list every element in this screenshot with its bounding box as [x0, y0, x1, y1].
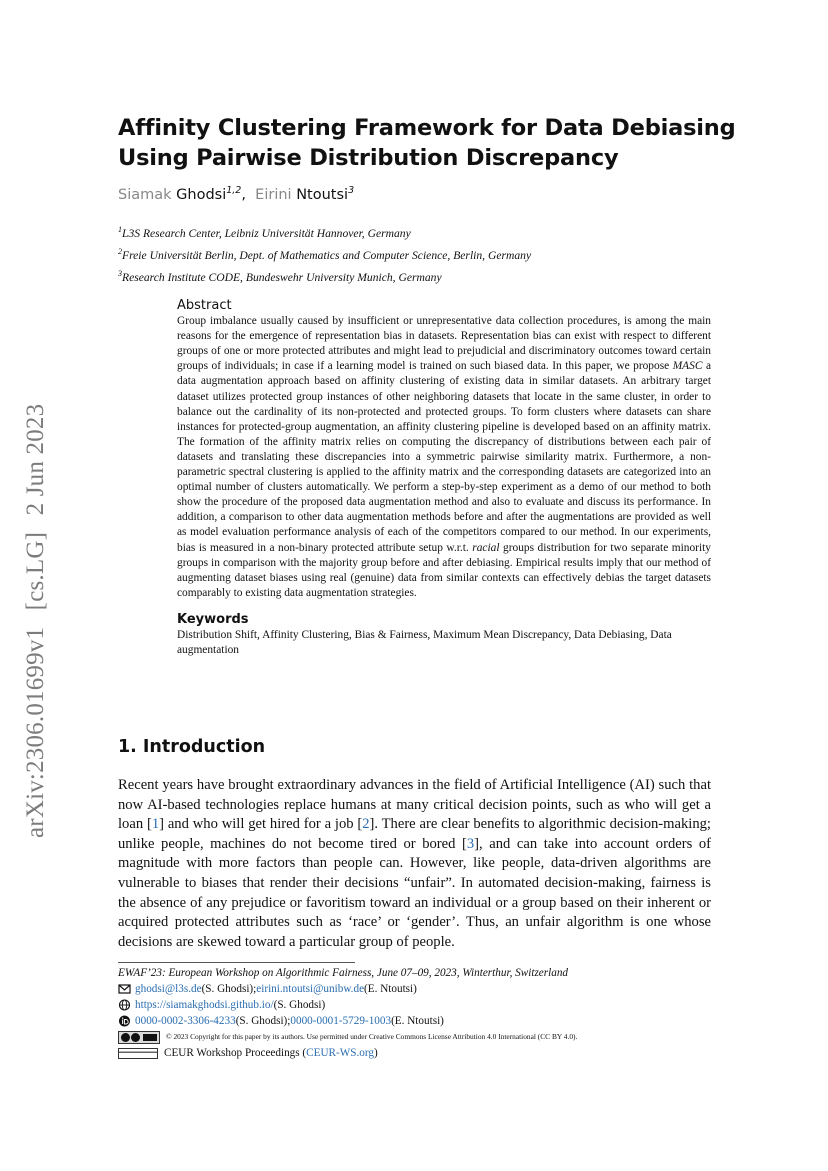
ceur-link[interactable]: CEUR-WS.org	[306, 1047, 375, 1059]
introduction-paragraph	[118, 776, 711, 952]
footnotes	[118, 965, 718, 1061]
affiliations	[118, 221, 718, 287]
affiliation-mark: 2	[118, 246, 122, 256]
website-link[interactable]: https://siamakghodsi.github.io/	[135, 999, 274, 1011]
keywords-heading: Keywords	[177, 611, 249, 627]
globe-icon	[118, 999, 131, 1011]
author-list: Siamak Ghodsi$^{1,2}$, Eirini Ntoutsi$^3$	[118, 185, 355, 203]
affiliation-item	[118, 243, 718, 265]
abstract-text-part: groups distribution for two separate minority groups in comparison with the majority group before and after debiasing. Empirical results imply that our method of augmenting dataset biases using real (genuine) data from similar contexts can effectively debias the target datasets comparably to existing data augmentation strategies.	[177, 541, 712, 599]
affiliation-mark: 1	[118, 225, 122, 234]
affiliation-item	[118, 265, 718, 287]
arxiv-date: 2 Jun 2023	[22, 403, 49, 516]
email-owner: (E. Ntoutsi)	[364, 983, 417, 995]
proceedings-row	[118, 1045, 718, 1061]
email-link[interactable]: ghodsi@l3s.de	[135, 983, 202, 995]
affiliation-text: Freie Universität Berlin, Dept. of Mathematics and Computer Science, Berlin, Germany	[122, 248, 532, 262]
intro-text: ]. There are clear benefits to algorithmic decision-making; unlike people, machines do not become tired or bored [	[118, 816, 711, 852]
abstract-block	[177, 298, 711, 658]
paper-title	[118, 113, 758, 173]
abstract-heading: Abstract	[177, 298, 232, 313]
affiliation-item	[118, 221, 718, 243]
orcid-owner: (E. Ntoutsi)	[391, 1015, 444, 1027]
citation-link[interactable]: 3	[466, 835, 475, 852]
section-heading-introduction: 1. Introduction	[118, 737, 266, 757]
orcid-icon	[118, 1015, 131, 1027]
proceedings-text: CEUR Workshop Proceedings (	[164, 1047, 307, 1059]
orcid-owner: (S. Ghodsi);	[235, 1015, 291, 1027]
email-owner: (S. Ghodsi);	[201, 983, 257, 995]
abstract-text-part: a data augmentation approach based on affinity clustering of existing data in similar datasets. An arbitrary target dataset utilizes protected group instances of other neighboring datasets that locate in the same cluster, in order to balance out the cardinality of its non-protected and protected groups. To form clusters where datasets can share instances for protected-group augmentation, an affinity clustering pipeline is developed based on an affinity matrix. The formation of the affinity matrix relies on computing the discrepancy of distributions between each pair of datasets and translating these discrepancies into a symmetric pairwise similarity matrix. Furthermore, a non-parametric spectral clustering is applied to the affinity matrix and the corresponding datasets are categorized into an optimal number of clusters automatically. We perform a step-by-step experiment as a demo of our method to both show the procedure of the proposed data augmentation method and also to evaluate and discuss its performance. In addition, a comparison to other data augmentation methods before and after the augmentations are provided as well as model evaluation performance analysis of each of the competitors compared to our method. In our experiments, bias is measured in a non-binary protected attribute setup w.r.t.	[177, 360, 711, 554]
citation-link[interactable]: 2	[362, 816, 370, 833]
orcid-link[interactable]: 0000-0002-3306-4233	[135, 1015, 236, 1027]
abstract-text-part: Group imbalance usually caused by insufficient or unrepresentative data collection procedures, is among the main reasons for the emergence of representation bias in datasets. Representation bias can exist with respect to different groups of one or more protected attributes and might lead to prejudicial and discriminatory outcomes toward certain groups of individuals; in case if a learning model is trained on such biased data. In this paper, we propose	[177, 315, 711, 373]
author-first-name: Eirini	[255, 186, 292, 203]
citation-link[interactable]: 1	[151, 816, 160, 833]
email-link[interactable]: eirini.ntoutsi@unibw.de	[256, 983, 365, 995]
intro-text: ], and can take into account orders of magnitude with more factors than people can. However, like people, data-driven algorithms are vulnerable to biases that render their decisions “unfair”. In automated decision-making, fairness is the absence of any prejudice or favoritism toward an individual or a group based on their inherent or acquired protected attributes such as ‘race’ or ‘gender’. Thus, an unfair algorithm is one whose decisions are skewed toward a particular group of people.	[118, 835, 711, 950]
intro-text: Recent years have brought extraordinary advances in the field of Artificial Intelligence (AI) such that now AI-based technologies replace humans at many critical decision points, such as who will get a loan [	[118, 777, 711, 833]
affiliation-mark: 3	[118, 268, 122, 278]
author-affil-mark: 1,2	[226, 185, 242, 196]
website-row	[118, 997, 718, 1013]
orcid-row	[118, 1013, 718, 1029]
affiliation-text: L3S Research Center, Leibniz Universität Hannover, Germany	[122, 226, 411, 240]
footnote-rule	[118, 962, 355, 963]
proceedings-text-end: )	[374, 1047, 378, 1059]
intro-text: ] and who will get hired for a job [	[159, 816, 363, 833]
license-text: © 2023 Copyright for this paper by its authors. Use permitted under Creative Commons License Attribution 4.0 International (CC BY 4.0).	[166, 1032, 578, 1041]
author-first-name: Siamak	[118, 186, 172, 203]
paper-title-line1: Affinity Clustering Framework for Data Debiasing	[118, 115, 736, 141]
cc-by-license-icon	[118, 1031, 160, 1044]
author-last-name: Ghodsi	[176, 186, 227, 203]
conference-note: EWAF’23: European Workshop on Algorithmic Fairness, June 07–09, 2023, Winterthur, Switzerland	[118, 967, 569, 979]
license-row	[118, 1029, 718, 1045]
keywords-text: Distribution Shift, Affinity Clustering, Bias & Fairness, Maximum Mean Discrepancy, Data Debiasing, Data augmentation	[177, 628, 672, 657]
email-row	[118, 981, 718, 997]
paper-title-line2: Using Pairwise Distribution Discrepancy	[118, 145, 619, 171]
abstract-text	[177, 314, 711, 601]
method-name: MASC	[672, 360, 703, 373]
author-last-name: Ntoutsi	[296, 186, 349, 203]
arxiv-category: [cs.LG]	[22, 531, 49, 611]
envelope-icon	[118, 983, 131, 995]
ceur-logo-icon	[118, 1048, 158, 1059]
orcid-link[interactable]: 0000-0001-5729-1003	[290, 1015, 392, 1027]
affiliation-text: Research Institute CODE, Bundeswehr University Munich, Germany	[122, 270, 442, 284]
arxiv-stamp	[22, 394, 50, 838]
racial-emphasis: racial	[472, 541, 500, 554]
website-owner: (S. Ghodsi)	[273, 999, 326, 1011]
author-affil-mark: 3	[348, 185, 355, 196]
arxiv-id[interactable]: arXiv:2306.01699v1	[22, 626, 49, 838]
